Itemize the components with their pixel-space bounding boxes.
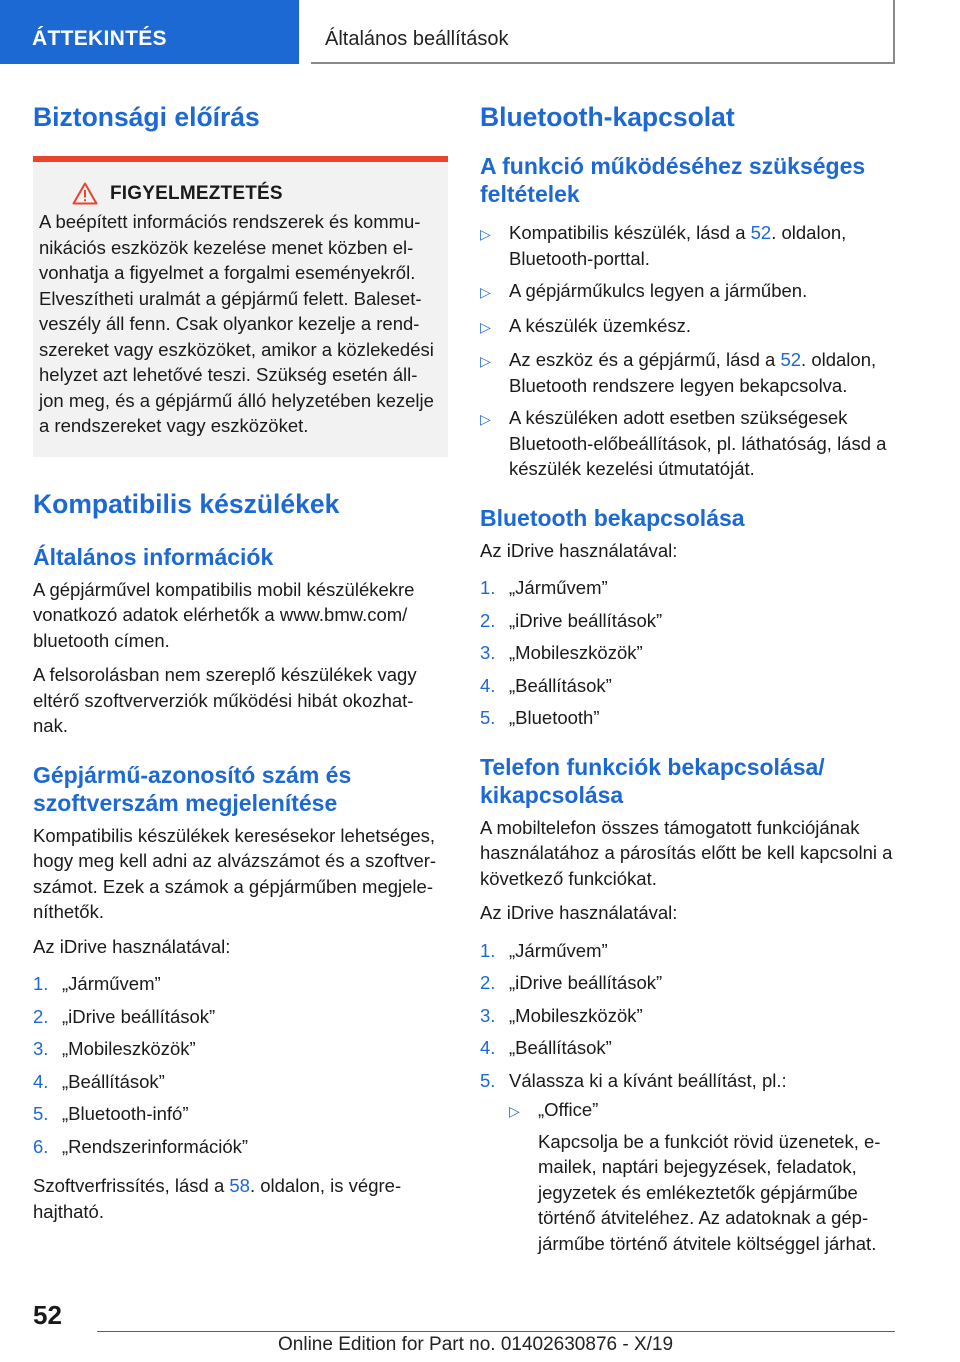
step-text: Válassza ki a kívánt beállítást, pl.: <box>509 1069 787 1091</box>
step-number: 6. <box>33 1135 49 1157</box>
warning-header <box>39 182 442 205</box>
step-text: „Bluetooth” <box>509 707 600 728</box>
list-item <box>33 1069 448 1095</box>
office-description: Kapcsolja be a funkciót rövid üzenetek, e-mailek, naptári bejegyzések, feladatok, jegyzetek és emlékeztetők gépjárműbe történő átviteléhez. Az adatoknak a gép-járműbe történő átvitele költséggel járhat. <box>538 1130 881 1254</box>
left-column <box>33 100 448 1233</box>
step-text: „Mobileszközök” <box>509 1004 643 1026</box>
paragraph-idrive-usage: Az iDrive használatával: <box>480 902 678 923</box>
list-item <box>33 1101 448 1127</box>
warning-box <box>33 156 448 457</box>
paragraph-compat-info: A gépjárművel kompatibilis mobil készülékekre vonatkozó adatok elérhetők a www.bmw.com/ bluetooth címen. <box>33 578 415 651</box>
step-text: „Beállítások” <box>509 1037 612 1058</box>
header-section-tab: ÁTTEKINTÉS <box>0 0 299 64</box>
step-number: 1. <box>480 577 496 598</box>
paragraph-vin-info: Kompatibilis készülékek keresésekor lehetséges, hogy meg kell adni az alvázszámot és a szoftver-számot. Ezek a számok a gépjárműben megjele-níthetők. <box>33 824 437 922</box>
req-text: A készüléken adott esetben szükségesek Bluetooth-előbeállítások, pl. láthatóság, lásd a készülék kezelési útmutatóját. <box>509 407 887 479</box>
heading-bluetooth-on: Bluetooth bekapcsolása <box>480 504 745 531</box>
req-text: A készülék üzemkész. <box>509 314 691 336</box>
list-item <box>33 971 448 997</box>
step-text: „Járművem” <box>62 973 161 994</box>
list-item <box>509 1097 900 1256</box>
step-text: „Mobileszközök” <box>62 1038 196 1059</box>
triangle-bullet-icon: ▷ <box>480 284 491 300</box>
list-item <box>480 938 900 964</box>
list-item <box>33 1134 448 1160</box>
paragraph-software-update <box>33 1173 448 1224</box>
step-number: 3. <box>480 642 496 663</box>
right-column <box>480 100 900 1270</box>
list-item <box>480 1035 900 1061</box>
heading-safety: Biztonsági előírás <box>33 102 260 132</box>
step-text: „Beállítások” <box>509 674 612 696</box>
req-text: A gépjárműkulcs legyen a járműben. <box>509 280 808 301</box>
step-text: „Járművem” <box>509 939 608 961</box>
step-number: 5. <box>480 707 496 728</box>
heading-bluetooth-connection: Bluetooth-kapcsolat <box>480 102 735 132</box>
page-link-52[interactable]: 52 <box>750 222 772 243</box>
triangle-bullet-icon: ▷ <box>509 1103 520 1119</box>
triangle-bullet-icon: ▷ <box>480 353 491 369</box>
step-number: 4. <box>480 1037 496 1058</box>
footer-edition: Online Edition for Part no. 01402630876 - X/19 <box>278 1334 674 1355</box>
step-5-content <box>509 1068 900 1257</box>
step-number: 5. <box>33 1103 49 1124</box>
triangle-bullet-icon: ▷ <box>480 411 491 427</box>
step-text: „iDrive beállítások” <box>509 609 663 631</box>
step-number: 4. <box>33 1070 49 1092</box>
page-link-58[interactable]: 58 <box>229 1175 250 1196</box>
step-number: 3. <box>480 1004 496 1026</box>
update-text-post: . oldalon, is végre-hajtható. <box>33 1175 402 1222</box>
list-item <box>33 1036 448 1062</box>
paragraph-idrive-usage: Az iDrive használatával: <box>33 935 231 957</box>
step-text: „iDrive beállítások” <box>62 1005 216 1027</box>
step-text: „Bluetooth-infó” <box>62 1103 189 1124</box>
heading-compatible-devices: Kompatibilis készülékek <box>33 488 340 519</box>
list-item <box>33 1004 448 1030</box>
warning-triangle-icon <box>72 182 98 205</box>
footer-divider <box>97 1331 895 1332</box>
list-item <box>480 608 900 634</box>
step-number: 3. <box>33 1038 49 1059</box>
step-number: 2. <box>480 609 496 631</box>
step-text: „iDrive beállítások” <box>509 972 663 993</box>
list-item <box>480 347 900 398</box>
list-item <box>480 220 900 271</box>
step-number: 5. <box>480 1069 496 1091</box>
step-number: 1. <box>33 973 49 994</box>
list-item <box>480 575 900 601</box>
heading-vin-software: Gépjármű-azonosító szám és szoftverszám megjelenítése <box>33 761 352 816</box>
warning-text: A beépített információs rendszerek és kommu-nikációs eszközök kezelése menet közben el-vonhatja a figyelmet a forgalmi eseményekről. Elveszítheti uralmát a gépjármű felett. Baleset-veszély áll fenn. Csak olyankor kezelje a rend-szereket vagy eszközöket, amikor a közlekedési helyzet azt lehetővé teszi. Szükség esetén áll-jon meg, és a gépjármű álló helyzetében kezelje a rendszereket vagy eszközöket. <box>39 211 434 436</box>
paragraph-phone-functions: A mobiltelefon összes támogatott funkciójának használatához a párosítás előtt be kell kapcsolni a következő funkciókat. <box>480 816 893 889</box>
list-item <box>480 640 900 666</box>
paragraph-unlisted-devices: A felsorolásban nem szereplő készülékek vagy eltérő szoftververziók működési hibát okozhat-nak. <box>33 664 417 736</box>
office-option <box>538 1097 900 1256</box>
list-item <box>480 1003 900 1029</box>
list-item <box>480 970 900 996</box>
step-text: „Járművem” <box>509 577 608 598</box>
steps-list-phone <box>480 938 900 1257</box>
list-item <box>480 278 900 306</box>
heading-phone-functions: Telefon funkciók bekapcsolása/ kikapcsolása <box>480 753 825 808</box>
requirements-list <box>480 220 900 482</box>
list-item <box>480 313 900 341</box>
step-number: 1. <box>480 939 496 961</box>
office-title: „Office” <box>538 1099 599 1120</box>
steps-list-bluetooth <box>480 575 900 731</box>
steps-list-vin <box>33 971 448 1159</box>
sub-list-options <box>509 1097 900 1256</box>
warning-title: FIGYELMEZTETÉS <box>110 182 283 204</box>
step-text: „Mobileszközök” <box>509 642 643 663</box>
step-text: „Rendszerinformációk” <box>62 1135 249 1157</box>
list-item <box>480 1068 900 1257</box>
list-item <box>480 405 900 482</box>
step-text: „Beállítások” <box>62 1070 165 1092</box>
page-link-52[interactable]: 52 <box>780 349 802 370</box>
triangle-bullet-icon: ▷ <box>480 226 491 242</box>
heading-requirements: A funkció működéséhez szükséges feltételek <box>480 153 866 207</box>
heading-general-info: Általános információk <box>33 543 274 570</box>
req-text: Kompatibilis készülék, lásd a 52. oldalon, Bluetooth-porttal. <box>509 222 847 269</box>
req-text: Az eszköz és a gépjármű, lásd a 52. oldalon, Bluetooth rendszere legyen bekapcsolva. <box>509 349 877 396</box>
step-number: 4. <box>480 674 496 696</box>
paragraph-idrive-usage: Az iDrive használatával: <box>480 539 678 561</box>
update-text-pre: Szoftverfrissítés, lásd a <box>33 1175 230 1196</box>
step-number: 2. <box>33 1005 49 1027</box>
list-item <box>480 705 900 731</box>
page-number: 52 <box>33 1300 62 1330</box>
triangle-bullet-icon: ▷ <box>480 318 491 335</box>
list-item <box>480 673 900 699</box>
header-chapter-title: Általános beállítások <box>311 0 895 64</box>
step-number: 2. <box>480 972 496 993</box>
